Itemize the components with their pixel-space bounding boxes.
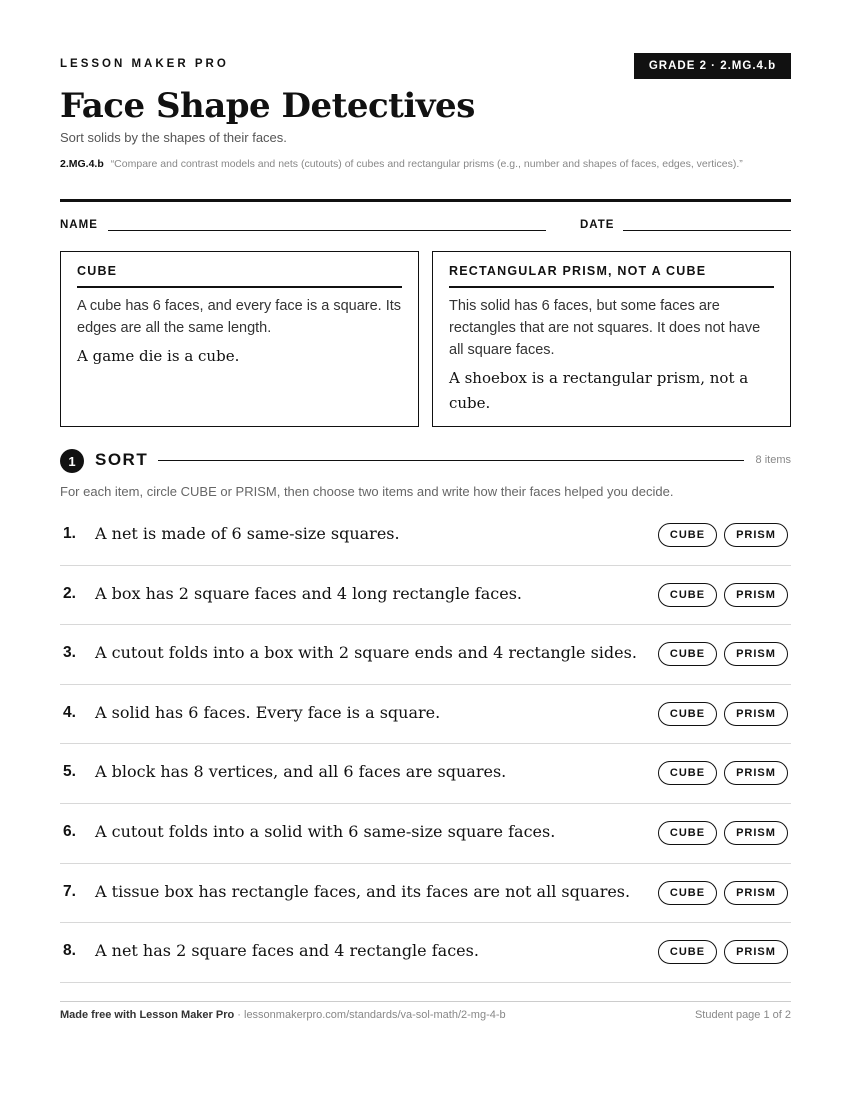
- section-divider: [158, 460, 744, 461]
- item-number: 8.: [63, 942, 76, 960]
- footer-made-with: Made free with Lesson Maker Pro: [60, 1009, 235, 1021]
- cube-choice-button[interactable]: CUBE: [658, 642, 717, 666]
- definition-example: A game die is a cube.: [77, 347, 240, 365]
- section-item-count: 8 items: [755, 454, 791, 466]
- item-text: A solid has 6 faces. Every face is a square.: [95, 702, 441, 722]
- section-title: SORT: [95, 450, 149, 469]
- item-text: A block has 8 vertices, and all 6 faces are squares.: [95, 762, 507, 782]
- footer-credit: [60, 1009, 506, 1021]
- item-number: 7.: [63, 882, 76, 900]
- list-item: [60, 685, 791, 745]
- item-number: 2.: [63, 584, 76, 602]
- header-divider: [60, 199, 791, 202]
- definition-text: A cube has 6 faces, and every face is a square. Its edges are all the same length.: [77, 298, 402, 336]
- list-item: [60, 744, 791, 804]
- item-text: A box has 2 square faces and 4 long rectangle faces.: [95, 583, 522, 603]
- item-number: 6.: [63, 822, 76, 840]
- item-text: A tissue box has rectangle faces, and its faces are not all squares.: [95, 881, 631, 901]
- item-number: 3.: [63, 644, 76, 662]
- list-item: [60, 566, 791, 626]
- sort-item-list: [60, 506, 791, 983]
- prism-definition-box: [432, 251, 791, 427]
- prism-choice-button[interactable]: PRISM: [724, 583, 788, 607]
- date-field[interactable]: [623, 230, 791, 231]
- worksheet-page: [60, 0, 791, 1100]
- definition-heading: CUBE: [77, 264, 402, 288]
- grade-badge: GRADE 2 · 2.MG.4.b: [634, 53, 791, 79]
- item-number: 1.: [63, 525, 76, 542]
- page-title: Face Shape Detectives: [60, 86, 475, 126]
- page-subtitle: Sort solids by the shapes of their faces.: [60, 130, 287, 145]
- cube-choice-button[interactable]: CUBE: [658, 702, 717, 726]
- standard-code: 2.MG.4.b: [60, 158, 104, 170]
- standard-text: “Compare and contrast models and nets (cutouts) of cubes and rectangular prisms (e.g., number and shapes of faces, edges, vertices).”: [110, 158, 743, 170]
- prism-choice-button[interactable]: PRISM: [724, 881, 788, 905]
- prism-choice-button[interactable]: PRISM: [724, 821, 788, 845]
- item-text: A net is made of 6 same-size squares.: [95, 524, 400, 543]
- cube-choice-button[interactable]: CUBE: [658, 940, 717, 964]
- list-item: [60, 864, 791, 924]
- name-field[interactable]: [108, 230, 546, 231]
- item-text: A cutout folds into a solid with 6 same-size square faces.: [95, 821, 556, 841]
- item-number: 4.: [63, 703, 76, 721]
- name-label: NAME: [60, 219, 98, 231]
- section-number-badge: 1: [60, 449, 84, 473]
- date-label: DATE: [580, 219, 615, 231]
- prism-choice-button[interactable]: PRISM: [724, 702, 788, 726]
- definition-heading: RECTANGULAR PRISM, NOT A CUBE: [449, 264, 774, 288]
- prism-choice-button[interactable]: PRISM: [724, 642, 788, 666]
- footer-url: · lessonmakerpro.com/standards/va-sol-math/2-mg-4-b: [234, 1009, 506, 1021]
- footer-divider: [60, 1001, 791, 1002]
- prism-choice-button[interactable]: PRISM: [724, 940, 788, 964]
- cube-choice-button[interactable]: CUBE: [658, 583, 717, 607]
- list-item: [60, 804, 791, 864]
- brand-name: LESSON MAKER PRO: [60, 58, 229, 70]
- definition-example: A shoebox is a rectangular prism, not a cube.: [449, 369, 749, 412]
- item-number: 5.: [63, 763, 76, 781]
- list-item: [60, 923, 791, 983]
- list-item: [60, 625, 791, 685]
- cube-choice-button[interactable]: CUBE: [658, 523, 717, 547]
- prism-choice-button[interactable]: PRISM: [724, 761, 788, 785]
- item-text: A net has 2 square faces and 4 rectangle faces.: [95, 941, 479, 961]
- list-item: [60, 506, 791, 566]
- student-info-row: [60, 219, 791, 235]
- prism-choice-button[interactable]: PRISM: [724, 523, 788, 547]
- cube-choice-button[interactable]: CUBE: [658, 761, 717, 785]
- standard-description: [60, 156, 791, 172]
- cube-definition-box: [60, 251, 419, 427]
- item-text: A cutout folds into a box with 2 square ends and 4 rectangle sides.: [95, 643, 637, 663]
- definition-text: This solid has 6 faces, but some faces are rectangles that are not squares. It does not have all square faces.: [449, 298, 761, 358]
- footer-page-number: Student page 1 of 2: [694, 1009, 791, 1021]
- cube-choice-button[interactable]: CUBE: [658, 881, 717, 905]
- section-instructions: For each item, circle CUBE or PRISM, then choose two items and write how their faces helped you decide.: [60, 484, 674, 499]
- cube-choice-button[interactable]: CUBE: [658, 821, 717, 845]
